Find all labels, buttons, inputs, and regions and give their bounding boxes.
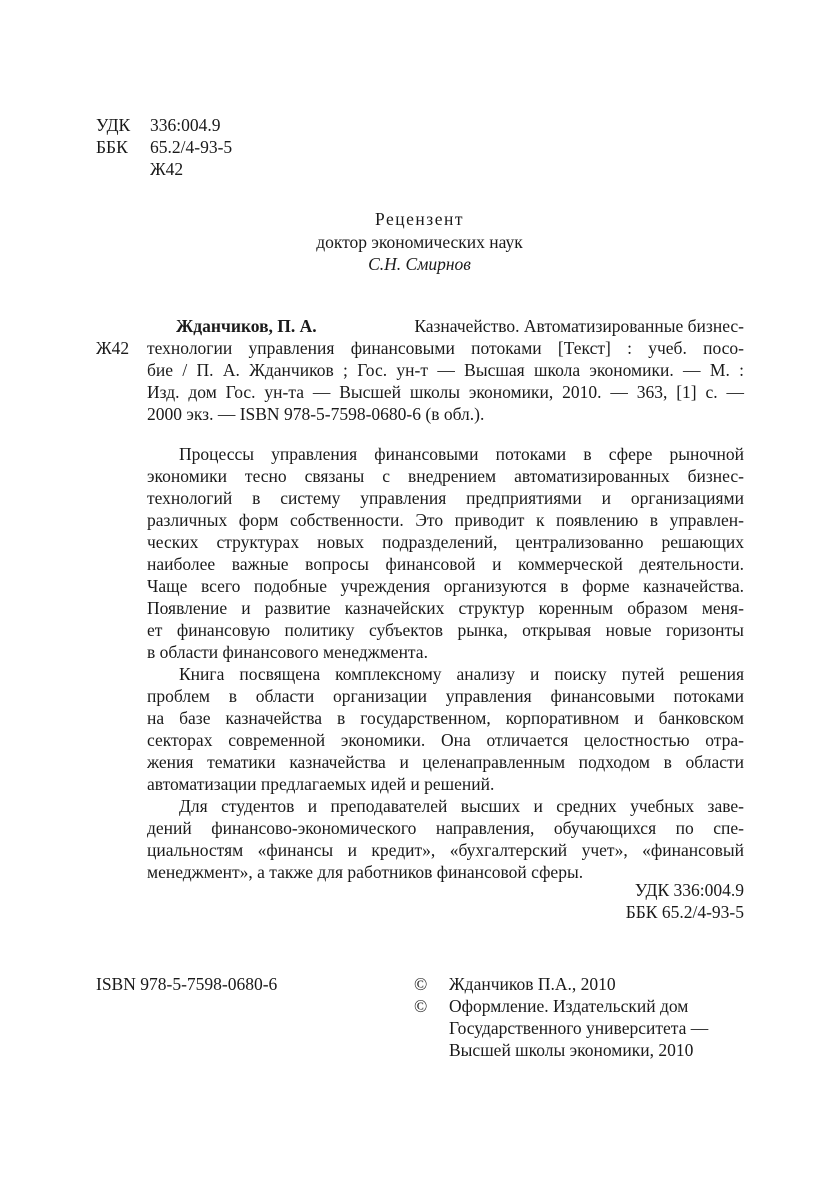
bib-line-3: бие / П. А. Жданчиков ; Гос. ун-т — Высшая школа экономики. — М. : bbox=[147, 360, 744, 380]
footer-udk: УДК 336:004.9 bbox=[634, 880, 744, 900]
paragraph-line: Появление и развитие казначейских структур коренным образом меня- bbox=[147, 598, 744, 618]
copyright-symbol-1: © bbox=[414, 974, 428, 994]
reviewer-heading: Рецензент bbox=[375, 209, 464, 229]
copyright-publisher-1: Государственного университета — bbox=[449, 1018, 709, 1038]
paragraph-line: Для студентов и преподавателей высших и средних учебных заве- bbox=[179, 796, 744, 816]
paragraph-line: на базе казначейства в государственном, корпоративном и банковском bbox=[147, 708, 744, 728]
paragraph-line: ет финансовую политику субъектов рынка, открывая новые горизонты bbox=[147, 620, 744, 640]
bib-line-5: 2000 экз. — ISBN 978-5-7598-0680-6 (в обл.). bbox=[147, 404, 485, 424]
copyright-symbol-2: © bbox=[414, 996, 428, 1016]
reviewer-title: доктор экономических наук bbox=[316, 232, 523, 252]
paragraph-line: наиболее важные вопросы финансовой и коммерческой деятельности. bbox=[147, 554, 744, 574]
paragraph-line: ческих структурах новых подразделений, централизованно решающих bbox=[147, 532, 744, 552]
annotation-paragraph-1 bbox=[147, 443, 744, 663]
bib-line-1 bbox=[176, 316, 744, 337]
copyright-design: Оформление. Издательский дом bbox=[449, 996, 689, 1016]
paragraph-line: в области финансового менеджмента. bbox=[147, 642, 428, 662]
paragraph-line: различных форм собственности. Это приводит к появлению в управлен- bbox=[147, 510, 744, 530]
bib-title: Казначейство. Автоматизированные бизнес- bbox=[414, 316, 744, 336]
paragraph-line: Чаще всего подобные учреждения организуются в форме казначейства. bbox=[147, 576, 744, 596]
author-mark: Ж42 bbox=[150, 159, 184, 179]
paragraph-line: Книга посвящена комплексному анализу и поиску путей решения bbox=[179, 664, 744, 684]
udk-value: 336:004.9 bbox=[150, 115, 221, 135]
paragraph-line: секторах современной экономики. Она отличается целостностью отра- bbox=[147, 730, 744, 750]
bib-line-4: Изд. дом Гос. ун-та — Высшей школы экономики, 2010. — 363, [1] с. — bbox=[147, 382, 744, 402]
bbk-value: 65.2/4-93-5 bbox=[150, 137, 233, 157]
reviewer-name: С.Н. Смирнов bbox=[368, 254, 471, 274]
paragraph-line: автоматизации предлагаемых идей и решений. bbox=[147, 774, 495, 794]
isbn: ISBN 978-5-7598-0680-6 bbox=[96, 974, 278, 994]
bib-author: Жданчиков, П. А. bbox=[176, 316, 317, 336]
bib-line-2: технологии управления финансовыми потоками [Текст] : учеб. посо- bbox=[147, 338, 744, 358]
paragraph-line: циальностям «финансы и кредит», «бухгалтерский учет», «финансовый bbox=[147, 840, 744, 860]
paragraph-line: жения тематики казначейства и целенаправленным подходом в области bbox=[147, 752, 744, 772]
paragraph-line: технологий в систему управления предприятиями и организациями bbox=[147, 488, 744, 508]
copyright-author: Жданчиков П.А., 2010 bbox=[449, 974, 616, 994]
copyright-publisher-2: Высшей школы экономики, 2010 bbox=[449, 1040, 694, 1060]
paragraph-line: экономики тесно связаны с внедрением автоматизированных бизнес- bbox=[147, 466, 744, 486]
udk-label: УДК bbox=[96, 115, 131, 135]
bbk-label: ББК bbox=[96, 137, 128, 157]
annotation-paragraph-2 bbox=[147, 663, 744, 795]
paragraph-line: проблем в области организации управления финансовыми потоками bbox=[147, 686, 744, 706]
paragraph-line: Процессы управления финансовыми потоками в сфере рыночной bbox=[179, 444, 744, 464]
paragraph-line: менеджмент», а также для работников финансовой сферы. bbox=[147, 862, 584, 882]
footer-bbk: ББК 65.2/4-93-5 bbox=[625, 902, 744, 922]
annotation-paragraph-3 bbox=[147, 795, 744, 883]
bib-author-mark: Ж42 bbox=[96, 338, 130, 358]
paragraph-line: дений финансово-экономического направления, обучающихся по спе- bbox=[147, 818, 744, 838]
